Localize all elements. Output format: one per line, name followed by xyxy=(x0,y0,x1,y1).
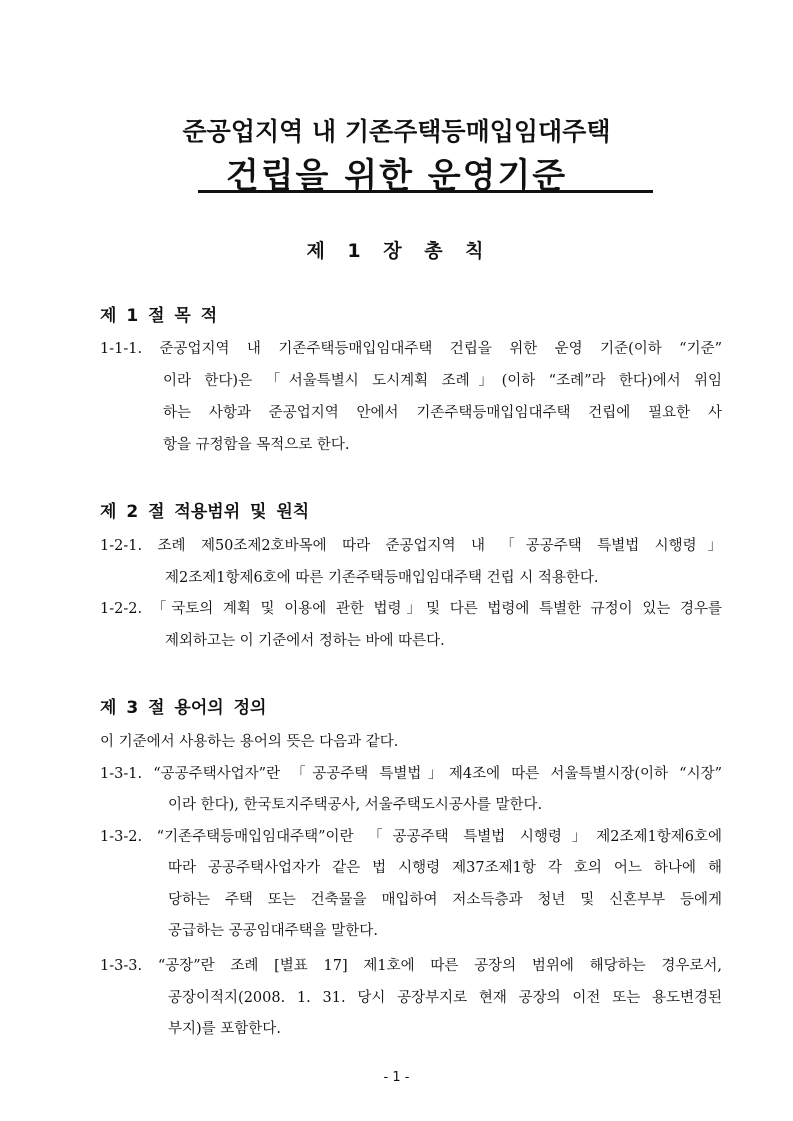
clause-1-2-2-line: 1-2-2. 「국토의 계획 및 이용에 관한 법령」및 다른 법령에 특별한 규정이 있는 경우를 xyxy=(100,601,722,617)
clause-1-1-1-line: 1-1-1. 준공업지역 내 기존주택등매입임대주택 건립을 위한 운영 기준(이하 “기준” xyxy=(100,341,722,357)
clause-1-1-1-line: 이라 한다)은 「서울특별시 도시계획 조례」(이하 “조례”라 한다)에서 위임 xyxy=(163,373,722,389)
title-underline xyxy=(198,190,653,193)
document-title-line2: 건립을 위한 운영기준 xyxy=(225,156,568,196)
clause-1-3-1-line: 이라 한다), 한국토지주택공사, 서울주택도시공사를 말한다. xyxy=(168,797,543,813)
definition-intro: 이 기준에서 사용하는 용어의 뜻은 다음과 같다. xyxy=(100,734,399,750)
clause-1-3-2-line: 1-3-2. “기존주택등매입임대주택”이란 「공공주택 특별법 시행령」제2조제1항제6호에 xyxy=(100,829,722,845)
clause-1-3-2-line: 따라 공공주택사업자가 같은 법 시행령 제37조제1항 각 호의 어느 하나에 해 xyxy=(168,860,722,876)
chapter-heading: 제 1 장 총 칙 xyxy=(306,240,487,262)
clause-1-3-2-line: 당하는 주택 또는 건축물을 매입하여 저소득층과 청년 및 신혼부부 등에게 xyxy=(168,892,722,908)
clause-1-2-1-line: 제2조제1항제6호에 따른 기존주택등매입임대주택 건립 시 적용한다. xyxy=(165,570,599,586)
document-title-line1: 준공업지역 내 기존주택등매입임대주택 xyxy=(182,117,611,146)
clause-1-2-1-line: 1-2-1. 조례 제50조제2호바목에 따라 준공업지역 내 「공공주택 특별법 시행령」 xyxy=(100,538,722,554)
clause-1-2-2-line: 제외하고는 이 기준에서 정하는 바에 따른다. xyxy=(165,633,445,649)
clause-1-3-3-line: 부지)를 포함한다. xyxy=(168,1021,281,1037)
clause-1-3-2-line: 공급하는 공공임대주택을 말한다. xyxy=(168,923,378,939)
clause-1-3-3-line: 공장이적지(2008. 1. 31. 당시 공장부지로 현재 공장의 이전 또는 용도변경된 xyxy=(168,990,722,1006)
clause-1-1-1-line: 하는 사항과 준공업지역 안에서 기존주택등매입임대주택 건립에 필요한 사 xyxy=(163,405,722,421)
clause-1-1-1-line: 항을 규정함을 목적으로 한다. xyxy=(163,437,350,453)
page-number: - 1 - xyxy=(383,1070,410,1085)
clause-1-3-3-line: 1-3-3. “공장”란 조례 [별표 17] 제1호에 따른 공장의 범위에 해당하는 경우로서, xyxy=(100,958,722,974)
section-heading-1: 제 1 절 목 적 xyxy=(100,306,218,326)
section-heading-3: 제 3 절 용어의 정의 xyxy=(100,698,267,718)
clause-1-3-1-line: 1-3-1. “공공주택사업자”란 「공공주택 특별법」제4조에 따른 서울특별시장(이하 “시장” xyxy=(100,766,722,782)
section-heading-2: 제 2 절 적용범위 및 원칙 xyxy=(100,502,310,522)
